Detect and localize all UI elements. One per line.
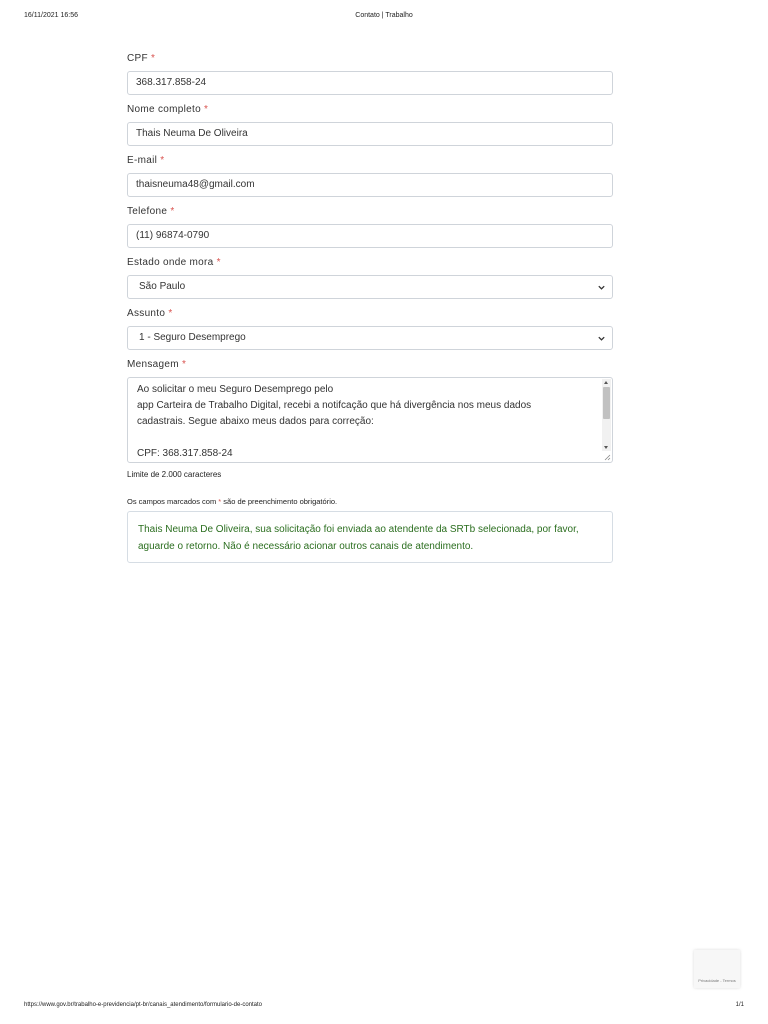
resize-grip-icon[interactable] xyxy=(603,453,611,461)
required-asterisk: * xyxy=(151,53,156,64)
print-page-title: Contato | Trabalho xyxy=(355,12,413,19)
mensagem-line: Ao solicitar o meu Seguro Desemprego pelo xyxy=(137,384,334,395)
scroll-up-icon[interactable] xyxy=(604,381,608,384)
required-asterisk: * xyxy=(218,497,222,506)
assunto-select[interactable] xyxy=(127,326,613,350)
required-asterisk: * xyxy=(204,104,209,115)
recaptcha-links[interactable]: Privacidade - Termos xyxy=(698,978,736,983)
mensagem-line xyxy=(137,430,594,446)
required-asterisk: * xyxy=(181,359,187,370)
nome-label: Nome completo * xyxy=(127,104,209,115)
nome-input[interactable]: Thais Neuma De Oliveira xyxy=(127,122,613,146)
required-asterisk: * xyxy=(170,206,175,217)
assunto-field-group xyxy=(127,307,613,350)
contact-form xyxy=(127,52,613,563)
required-asterisk: * xyxy=(160,155,165,166)
mensagem-line: cadastrais. Segue abaixo meus dados para correção: xyxy=(137,416,374,427)
chevron-down-icon xyxy=(597,334,606,343)
cpf-label: CPF * xyxy=(127,53,156,64)
mensagem-label: Mensagem * xyxy=(127,359,187,370)
mensagem-line: app Carteira de Trabalho Digital, recebi a notifcação que há divergência nos meus dados xyxy=(137,400,532,411)
chevron-down-icon xyxy=(597,283,606,292)
required-fields-note: Os campos marcados com * são de preenchimento obrigatório. xyxy=(127,497,338,506)
email-field-group xyxy=(127,154,613,197)
print-footer xyxy=(24,1002,744,1014)
print-url: https://www.gov.br/trabalho-e-previdencia/pt-br/canais_atendimento/formulario-de-contato xyxy=(24,1002,263,1008)
scrollbar-thumb[interactable] xyxy=(603,387,610,419)
print-page-number: 1/1 xyxy=(735,1002,744,1008)
textarea-scrollbar[interactable] xyxy=(602,379,611,451)
mensagem-textarea[interactable] xyxy=(127,377,613,463)
mensagem-line: CPF: 368.317.858-24 xyxy=(137,448,233,459)
required-asterisk: * xyxy=(168,308,173,319)
email-input[interactable]: thaisneuma48@gmail.com xyxy=(127,173,613,197)
recaptcha-badge[interactable] xyxy=(694,950,740,988)
email-label: E-mail * xyxy=(127,155,165,166)
character-limit-text: Limite de 2.000 caracteres xyxy=(127,470,222,479)
success-message: Thais Neuma De Oliveira, sua solicitação foi enviada ao atendente da SRTb selecionada, por favor, aguarde o retorno. Não é necessário acionar outros canais de atendimento. xyxy=(127,511,613,563)
estado-select[interactable] xyxy=(127,275,613,299)
assunto-label: Assunto * xyxy=(127,308,173,319)
scroll-down-icon[interactable] xyxy=(604,446,608,449)
estado-label: Estado onde mora * xyxy=(127,257,221,268)
estado-field-group xyxy=(127,256,613,299)
print-datetime: 16/11/2021 16:56 xyxy=(24,12,78,19)
telefone-field-group xyxy=(127,205,613,248)
estado-selected-value: São Paulo xyxy=(139,281,186,292)
print-header xyxy=(24,12,744,24)
required-asterisk: * xyxy=(216,257,221,268)
telefone-input[interactable]: (11) 96874-0790 xyxy=(127,224,613,248)
nome-field-group xyxy=(127,103,613,146)
telefone-label: Telefone * xyxy=(127,206,175,217)
cpf-input[interactable]: 368.317.858-24 xyxy=(127,71,613,95)
cpf-field-group xyxy=(127,52,613,95)
assunto-selected-value: 1 - Seguro Desemprego xyxy=(139,332,246,343)
mensagem-field-group xyxy=(127,358,613,463)
